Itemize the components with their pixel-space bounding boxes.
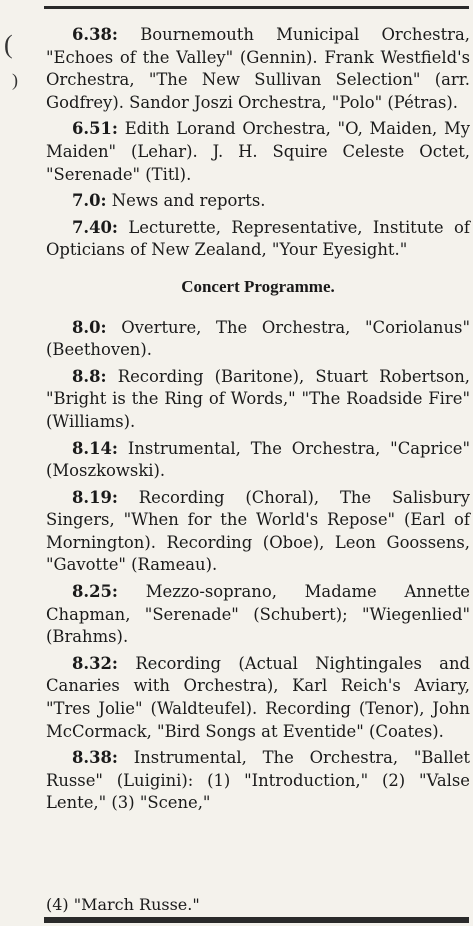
programme-entry — [46, 487, 470, 577]
entry-text: Edith Lorand Orchestra, "O, Maiden, My Maiden" (Lehar). J. H. Squire Celeste Octet, "Serenade" (Titl). — [46, 119, 470, 184]
programme-column — [46, 24, 470, 819]
programme-entry — [46, 190, 470, 213]
top-rule — [44, 6, 469, 9]
entry-time: 8.0: — [72, 317, 107, 337]
entry-text: Recording (Baritone), Stuart Robertson, "Bright is the Ring of Words," "The Roadside Fire" (Williams). — [46, 366, 470, 431]
entry-time: 6.38: — [72, 25, 118, 44]
margin-bracket-left: ( — [4, 30, 13, 59]
entry-text: Recording (Choral), The Salisbury Singers, "When for the World's Repose" (Earl of Mornington). Recording (Oboe), Leon Goossens, "Gavotte" (Rameau). — [46, 487, 470, 575]
entry-time: 6.51: — [72, 119, 118, 139]
entry-text: Bournemouth Municipal Orchestra, "Echoes of the Valley" (Gennin). Frank Westfield's Orchestra, "The New Sullivan Selection" (arr. Godfrey). Sandor Joszi Orchestra, "Polo" (Pétras). — [46, 25, 470, 112]
programme-entry — [46, 118, 470, 186]
entry-time: 8.32: — [72, 653, 118, 673]
last-line-text: (4) "March Russe." — [46, 895, 200, 914]
entry-text: Instrumental, The Orchestra, "Caprice" (Moszkowski). — [46, 438, 470, 481]
entry-time: 7.0: — [72, 191, 107, 211]
programme-entry — [46, 438, 470, 483]
entry-text: Overture, The Orchestra, "Coriolanus" (Beethoven). — [46, 317, 470, 360]
programme-entry — [46, 366, 470, 434]
programme-entry — [46, 24, 470, 114]
entry-time: 8.38: — [72, 748, 118, 768]
section-heading: Concert Programme. — [181, 276, 335, 296]
entry-time: 8.8: — [72, 366, 107, 386]
clipped-last-line — [46, 895, 470, 917]
bottom-rule — [44, 917, 469, 923]
programme-entry — [46, 217, 470, 262]
programme-entry — [46, 317, 470, 362]
entry-time: 8.25: — [72, 582, 118, 602]
entry-text: Instrumental, The Orchestra, "Ballet Russe" (Luigini): (1) "Introduction," (2) "Valse Lente," (3) "Scene," — [46, 748, 471, 813]
programme-entry — [46, 581, 470, 649]
entry-text: Mezzo-soprano, Madame Annette Chapman, "Serenade" (Schubert); "Wiegenlied" (Brahms). — [46, 582, 470, 647]
margin-bracket-right: ) — [12, 70, 18, 90]
programme-entry — [46, 747, 470, 815]
programme-entry — [46, 653, 470, 743]
entry-time: 7.40: — [72, 217, 118, 237]
entry-time: 8.14: — [72, 438, 118, 458]
entry-text: Lecturette, Representative, Institute of Opticians of New Zealand, "Your Eyesight." — [46, 217, 470, 260]
entry-text: News and reports. — [111, 191, 266, 211]
entry-time: 8.19: — [72, 487, 118, 507]
entry-text: Recording (Actual Nightingales and Canaries with Orchestra), Karl Reich's Aviary, "Tres Jolie" (Waldteufel). Recording (Tenor), John McCormack, "Bird Songs at Eventide" (Coates). — [46, 653, 470, 741]
